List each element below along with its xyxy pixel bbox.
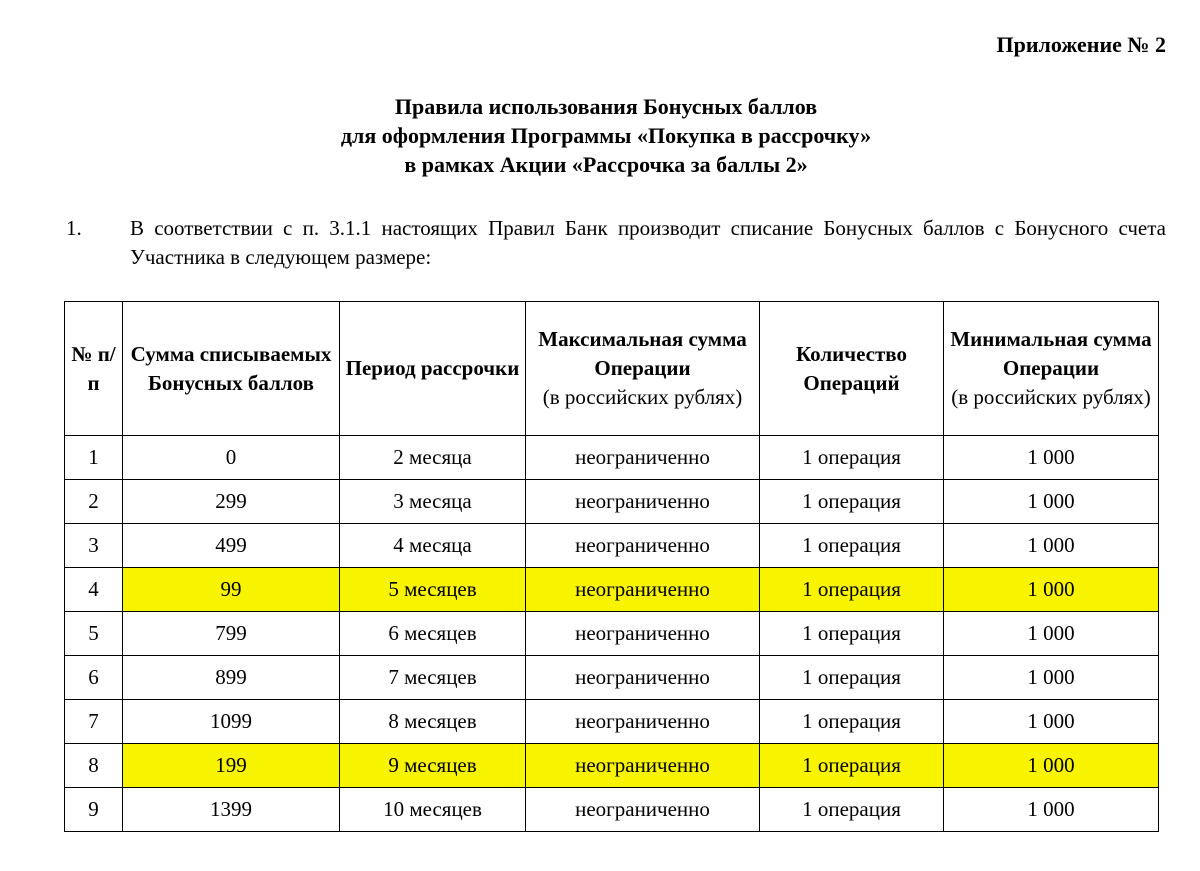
table-row bbox=[65, 656, 1159, 700]
cell-count: 1 операция bbox=[760, 788, 944, 832]
cell-count: 1 операция bbox=[760, 656, 944, 700]
table-row bbox=[65, 436, 1159, 480]
cell-period: 10 месяцев bbox=[340, 788, 526, 832]
cell-points: 799 bbox=[123, 612, 340, 656]
header-max-amount-title: Максимальная сумма Операции bbox=[538, 327, 747, 380]
document-title bbox=[0, 92, 1200, 179]
table-row bbox=[65, 480, 1159, 524]
header-max-amount bbox=[526, 302, 760, 436]
cell-count: 1 операция bbox=[760, 612, 944, 656]
cell-period: 9 месяцев bbox=[340, 744, 526, 788]
cell-count: 1 операция bbox=[760, 436, 944, 480]
cell-period: 5 месяцев bbox=[340, 568, 526, 612]
bonus-points-table bbox=[64, 301, 1159, 832]
cell-count: 1 операция bbox=[760, 568, 944, 612]
cell-num: 2 bbox=[65, 480, 123, 524]
cell-points: 1099 bbox=[123, 700, 340, 744]
cell-max: неограниченно bbox=[526, 568, 760, 612]
cell-max: неограниченно bbox=[526, 480, 760, 524]
header-count: Количество Операций bbox=[760, 302, 944, 436]
cell-period: 3 месяца bbox=[340, 480, 526, 524]
header-max-amount-note: (в российских рублях) bbox=[542, 385, 743, 409]
cell-num: 9 bbox=[65, 788, 123, 832]
cell-num: 6 bbox=[65, 656, 123, 700]
cell-num: 1 bbox=[65, 436, 123, 480]
cell-num: 5 bbox=[65, 612, 123, 656]
title-line-3: в рамках Акции «Рассрочка за баллы 2» bbox=[404, 152, 808, 177]
paragraph-1 bbox=[66, 214, 1166, 272]
cell-min: 1 000 bbox=[944, 568, 1159, 612]
appendix-label: Приложение № 2 bbox=[996, 32, 1166, 57]
table-row bbox=[65, 700, 1159, 744]
cell-max: неограниченно bbox=[526, 700, 760, 744]
cell-points: 899 bbox=[123, 656, 340, 700]
cell-max: неограниченно bbox=[526, 788, 760, 832]
cell-min: 1 000 bbox=[944, 480, 1159, 524]
paragraph-text: В соответствии с п. 3.1.1 настоящих Правил Банк производит списание Бонусных баллов с Бонусного счета Участника в следующем размере: bbox=[130, 216, 1166, 269]
cell-count: 1 операция bbox=[760, 700, 944, 744]
cell-count: 1 операция bbox=[760, 480, 944, 524]
table-row bbox=[65, 612, 1159, 656]
cell-points: 499 bbox=[123, 524, 340, 568]
cell-points: 199 bbox=[123, 744, 340, 788]
table-row bbox=[65, 788, 1159, 832]
cell-points: 0 bbox=[123, 436, 340, 480]
table-row bbox=[65, 524, 1159, 568]
header-min-amount-note: (в российских рублях) bbox=[951, 385, 1151, 409]
cell-points: 1399 bbox=[123, 788, 340, 832]
cell-count: 1 операция bbox=[760, 524, 944, 568]
header-points: Сумма списываемых Бонусных баллов bbox=[123, 302, 340, 436]
cell-max: неограниченно bbox=[526, 436, 760, 480]
cell-min: 1 000 bbox=[944, 524, 1159, 568]
cell-min: 1 000 bbox=[944, 612, 1159, 656]
cell-period: 2 месяца bbox=[340, 436, 526, 480]
cell-points: 99 bbox=[123, 568, 340, 612]
table-header-row bbox=[65, 302, 1159, 436]
cell-points: 299 bbox=[123, 480, 340, 524]
cell-num: 3 bbox=[65, 524, 123, 568]
cell-max: неограниченно bbox=[526, 656, 760, 700]
cell-max: неограниченно bbox=[526, 524, 760, 568]
cell-min: 1 000 bbox=[944, 700, 1159, 744]
cell-period: 6 месяцев bbox=[340, 612, 526, 656]
cell-min: 1 000 bbox=[944, 744, 1159, 788]
cell-num: 8 bbox=[65, 744, 123, 788]
cell-max: неограниченно bbox=[526, 612, 760, 656]
header-period: Период рассрочки bbox=[340, 302, 526, 436]
header-num: № п/п bbox=[65, 302, 123, 436]
cell-num: 7 bbox=[65, 700, 123, 744]
cell-count: 1 операция bbox=[760, 744, 944, 788]
table-row-highlighted bbox=[65, 568, 1159, 612]
cell-max: неограниченно bbox=[526, 744, 760, 788]
title-line-2: для оформления Программы «Покупка в рассрочку» bbox=[340, 123, 872, 148]
cell-period: 8 месяцев bbox=[340, 700, 526, 744]
cell-num: 4 bbox=[65, 568, 123, 612]
header-min-amount bbox=[944, 302, 1159, 436]
cell-period: 4 месяца bbox=[340, 524, 526, 568]
header-min-amount-title: Минимальная сумма Операции bbox=[950, 327, 1152, 380]
cell-min: 1 000 bbox=[944, 788, 1159, 832]
title-line-1: Правила использования Бонусных баллов bbox=[394, 94, 818, 119]
table-row-highlighted bbox=[65, 744, 1159, 788]
cell-min: 1 000 bbox=[944, 656, 1159, 700]
cell-min: 1 000 bbox=[944, 436, 1159, 480]
paragraph-number: 1. bbox=[66, 216, 82, 240]
cell-period: 7 месяцев bbox=[340, 656, 526, 700]
